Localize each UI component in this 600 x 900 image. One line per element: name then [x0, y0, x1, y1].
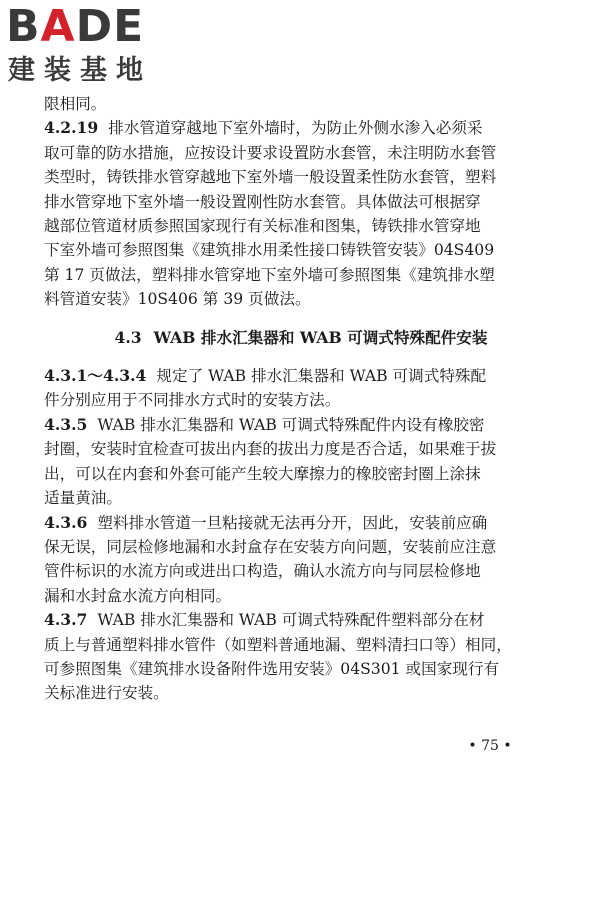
clause-number: 4.3.7 — [44, 610, 88, 630]
clause-text-line: 取可靠的防水措施，应按设计要求设置防水套管，未注明防水套管 — [44, 143, 497, 162]
section-title: WAB 排水汇集器和 WAB 可调式特殊配件安装 — [153, 327, 488, 347]
section-heading — [44, 326, 558, 350]
clause-4-3-7 — [44, 608, 558, 706]
clause-text-line: 料管道安装》10S406 第 39 页做法。 — [44, 290, 311, 309]
clause-text-line: 第 17 页做法，塑料排水管穿地下室外墙可参照图集《建筑排水塑 — [44, 265, 495, 284]
clause-number: 4.3.5 — [44, 414, 88, 434]
clause-4-3-5 — [44, 413, 558, 511]
logo-wordmark: BADE — [6, 1, 145, 52]
clause-text-line: WAB 排水汇集器和 WAB 可调式特殊配件塑料部分在材 — [97, 611, 485, 630]
clause-text-line: 适量黄油。 — [44, 489, 122, 508]
clause-text-line: 质上与普通塑料排水管件（如塑料普通地漏、塑料清扫口等）相同， — [44, 635, 512, 654]
clause-text-line: 规定了 WAB 排水汇集器和 WAB 可调式特殊配 — [156, 367, 487, 386]
clause-text-line: 排水管道穿越地下室外墙时，为防止外侧水渗入必须采 — [108, 119, 483, 138]
clause-text-line: 漏和水封盒水流方向相同。 — [44, 586, 232, 605]
clause-text-line: 越部位管道材质参照国家现行有关标准和图集，铸铁排水管穿地 — [44, 217, 481, 236]
logo-subtitle: 建装基地 — [8, 55, 152, 86]
clause-text-line: 塑料排水管道一旦粘接就无法再分开，因此，安装前应确 — [97, 513, 488, 532]
clause-text-line: 排水管穿地下室外墙一般设置刚性防水套管。具体做法可根据穿 — [44, 192, 481, 211]
clause-text-line: WAB 排水汇集器和 WAB 可调式特殊配件内设有橡胶密 — [97, 415, 485, 434]
clause-text-line: 下室外墙可参照图集《建筑排水用柔性接口铸铁管安装》04S409 — [44, 241, 495, 260]
clause-text-line: 封圈，安装时宜检查可拔出内套的拔出力度是否合适，如果难于拔 — [44, 440, 497, 459]
publisher-logo — [6, 1, 176, 86]
clause-text-line: 保无误，同层检修地漏和水封盒存在安装方向问题，安装前应注意 — [44, 537, 497, 556]
paragraph-continuation: 限相同。 — [44, 95, 107, 113]
clause-text-line: 关标准进行安装。 — [44, 684, 169, 703]
page-body — [44, 92, 558, 706]
clause-number: 4.2.19 — [44, 118, 99, 138]
clause-number: 4.3.6 — [44, 512, 88, 532]
clause-text-line: 件分别应用于不同排水方式时的安装方法。 — [44, 391, 341, 410]
clause-4-3-1 — [44, 364, 558, 413]
clause-text-line: 出，可以在内套和外套可能产生较大摩擦力的橡胶密封圈上涂抹 — [44, 464, 481, 483]
clause-text-line: 类型时，铸铁排水管穿越地下室外墙一般设置柔性防水套管，塑料 — [44, 168, 497, 187]
clause-4-2-19 — [44, 116, 558, 311]
clause-text-line: 管件标识的水流方向或进出口构造，确认水流方向与同层检修地 — [44, 562, 481, 581]
clause-number: 4.3.1～4.3.4 — [44, 366, 147, 386]
section-number: 4.3 — [114, 327, 142, 347]
clause-text-line: 可参照图集《建筑排水设备附件选用安装》04S301 或国家现行有 — [44, 659, 500, 678]
clause-4-3-6 — [44, 511, 558, 609]
page-number: • 75 • — [468, 738, 512, 754]
